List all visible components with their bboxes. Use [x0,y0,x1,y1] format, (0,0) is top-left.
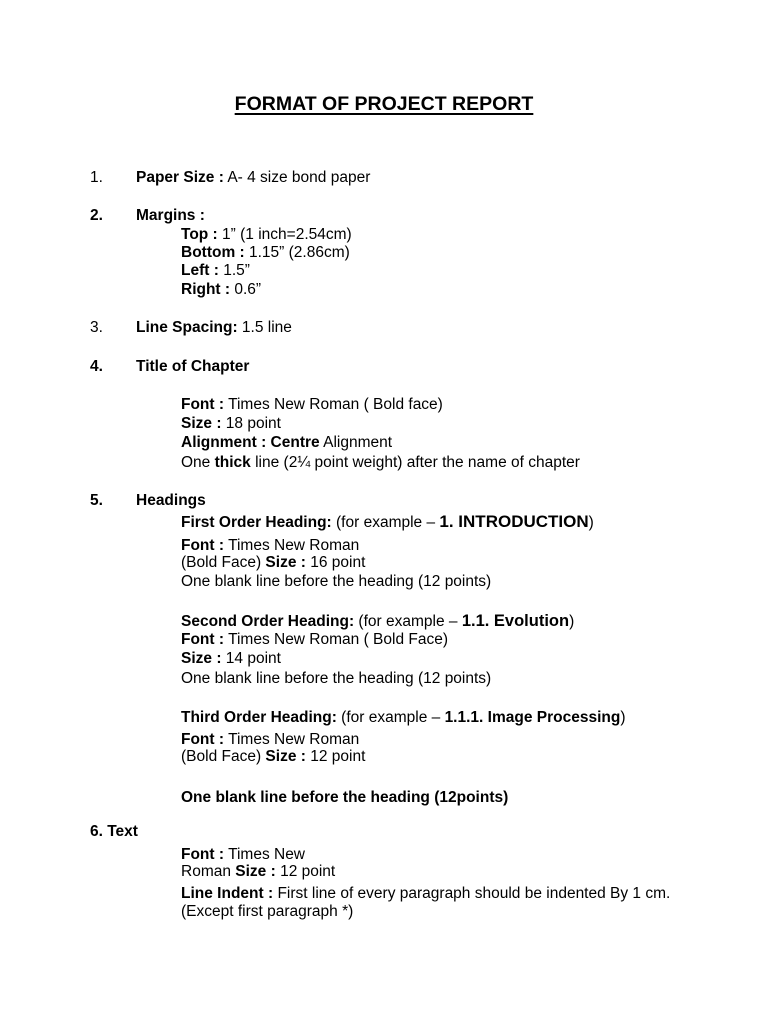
margin-left-value: 1.5” [218,262,250,279]
text-size-pre: Roman [181,863,236,880]
first-order-size-line [181,554,365,572]
margin-bottom-value: 1.15” (2.86cm) [244,244,350,261]
third-order-font-line [181,731,359,749]
margin-left-label: Left : [181,262,219,279]
first-order-example: 1. INTRODUCTION [439,512,589,531]
text-font-line [181,846,305,864]
second-order-heading-line [181,612,574,631]
first-order-size-pre: (Bold Face) [181,554,266,571]
third-order-heading-line [181,709,626,727]
second-order-font-line [181,631,448,649]
third-order-size-label: Size : [265,748,306,765]
thick-line-pre: One [181,454,215,471]
document-title: FORMAT OF PROJECT REPORT [234,93,534,115]
second-order-font-label: Font : [181,631,225,648]
text-size-label: Size : [235,863,276,880]
second-order-pre: (for example – [354,613,462,630]
third-order-label: Third Order Heading: [181,709,337,726]
margin-bottom-line [181,244,350,262]
chapter-alignment-label: Alignment : Centre [181,434,320,451]
second-order-size-label: Size : [181,650,222,667]
headings-heading: Headings [136,492,206,509]
first-order-pre: (for example – [331,514,440,531]
item-number-3: 3. [90,319,103,336]
chapter-font-value: Times New Roman ( Bold face) [224,396,443,413]
third-order-pre: (for example – [336,709,445,726]
item-number-1: 1. [90,169,103,186]
item-number-5: 5. [90,492,103,509]
line-spacing-line [136,319,292,337]
first-order-label: First Order Heading: [181,514,332,531]
margin-top-line [181,226,352,244]
text-font-value: Times New [224,846,306,863]
margin-right-value: 0.6” [230,281,262,298]
margin-top-label: Top : [181,226,218,243]
third-order-size-pre: (Bold Face) [181,748,266,765]
chapter-size-value: 18 point [221,415,281,432]
margin-top-value: 1” (1 inch=2.54cm) [217,226,352,243]
chapter-font-line [181,396,443,414]
text-size-line [181,863,335,881]
paper-size-value: A- 4 size bond paper [223,169,371,186]
thick-line-post: line (2¼ point weight) after the name of chapter [250,454,580,471]
third-order-font-value: Times New Roman [224,731,360,748]
margin-right-label: Right : [181,281,231,298]
second-order-post: ) [569,613,575,630]
first-order-size-value: 16 point [305,554,366,571]
chapter-size-label: Size : [181,415,222,432]
margin-left-line [181,262,250,280]
first-order-heading-line [181,513,594,532]
text-font-label: Font : [181,846,225,863]
text-heading: 6. Text [90,823,138,840]
line-spacing-value: 1.5 line [237,319,292,336]
line-indent-value: First line of every paragraph should be indented By 1 cm. (Except first paragraph *) [181,885,671,920]
item-number-4: 4. [90,358,103,375]
third-order-post: ) [620,709,626,726]
chapter-alignment-value: Alignment [319,434,393,451]
second-order-example: 1.1. Evolution [461,612,570,630]
title-of-chapter-heading: Title of Chapter [136,358,250,375]
first-order-font-line [181,537,359,555]
third-order-blank-line: One blank line before the heading (12points) [181,789,509,806]
first-order-font-value: Times New Roman [224,537,360,554]
line-indent-paragraph [181,885,671,921]
third-order-size-value: 12 point [305,748,366,765]
second-order-size-value: 14 point [221,650,281,667]
line-spacing-label: Line Spacing: [136,319,238,336]
first-order-blank-line: One blank line before the heading (12 points) [181,573,492,590]
margins-heading: Margins : [136,207,205,224]
chapter-thick-line-text [181,454,580,472]
text-size-value: 12 point [275,863,336,880]
chapter-size-line [181,415,281,433]
paper-size-label: Paper Size : [136,169,224,186]
second-order-font-value: Times New Roman ( Bold Face) [224,631,449,648]
item-number-2: 2. [90,207,103,224]
second-order-size-line [181,650,281,668]
second-order-blank-line: One blank line before the heading (12 points) [181,670,492,687]
margin-right-line [181,281,261,299]
third-order-size-line [181,748,365,766]
first-order-font-label: Font : [181,537,225,554]
third-order-font-label: Font : [181,731,225,748]
thick-word: thick [214,454,251,471]
first-order-post: ) [588,514,594,531]
line-indent-label: Line Indent : [181,885,274,902]
first-order-size-label: Size : [265,554,306,571]
chapter-font-label: Font : [181,396,225,413]
second-order-label: Second Order Heading: [181,613,355,630]
third-order-example: 1.1.1. Image Processing [444,709,621,726]
chapter-alignment-line [181,434,392,452]
margin-bottom-label: Bottom : [181,244,245,261]
paper-size-line [136,169,370,187]
